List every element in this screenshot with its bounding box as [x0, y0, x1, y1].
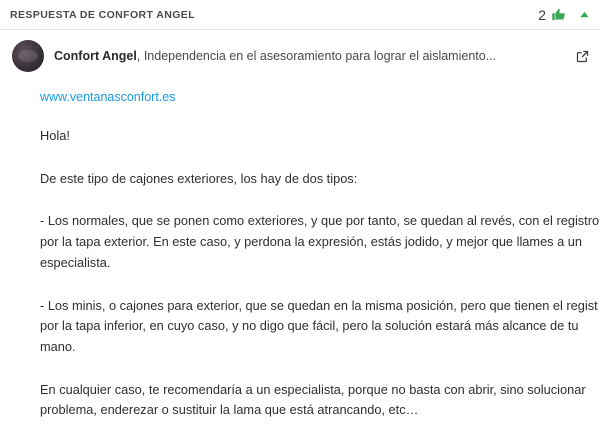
answer-paragraph: mano.	[40, 339, 76, 355]
vote-control[interactable]	[538, 7, 590, 23]
thumbs-up-icon[interactable]	[551, 7, 566, 22]
answer-paragraph: Hola!	[40, 128, 70, 143]
answer-paragraph: - Los minis, o cajones para exterior, que se quedan en la misma posición, pero que tienen el regist	[40, 297, 598, 313]
external-link-icon[interactable]	[575, 49, 590, 64]
answer-paragraph: problema, enderezar o sustituir la lama que está atrancando, etc…	[40, 402, 419, 418]
author-separator: ,	[136, 49, 141, 63]
author-name[interactable]: Confort Angel	[54, 49, 137, 63]
caret-up-icon[interactable]	[579, 9, 590, 20]
answer-paragraph: por la tapa exterior. En este caso, y perdona la expresión, estás jodido, y mejor que llames a un	[40, 234, 583, 250]
answer-paragraph: De este tipo de cajones exteriores, los hay de dos tipos:	[40, 170, 358, 186]
answer-header	[0, 0, 600, 30]
avatar	[12, 40, 44, 72]
website-link[interactable]: www.ventanasconfort.es	[40, 90, 176, 104]
author-tagline: Independencia en el asesoramiento para lograr el aislamiento...	[140, 49, 497, 63]
vote-count: 2	[538, 6, 546, 23]
answer-paragraph: especialista.	[40, 254, 111, 270]
author-row[interactable]	[0, 30, 600, 80]
answer-body	[0, 90, 600, 421]
answer-paragraph: En cualquier caso, te recomendaría a un especialista, porque no basta con abrir, sino solucionar	[40, 381, 586, 397]
page-title: RESPUESTA DE CONFORT ANGEL	[10, 8, 196, 21]
answer-paragraph: por la tapa inferior, en cuyo caso, y no digo que fácil, pero la solución estará más alcance de tu	[40, 318, 579, 334]
answer-paragraph: - Los normales, que se ponen como exteriores, y que por tanto, se quedan al revés, con el registro	[40, 213, 600, 229]
author-info	[54, 49, 569, 63]
